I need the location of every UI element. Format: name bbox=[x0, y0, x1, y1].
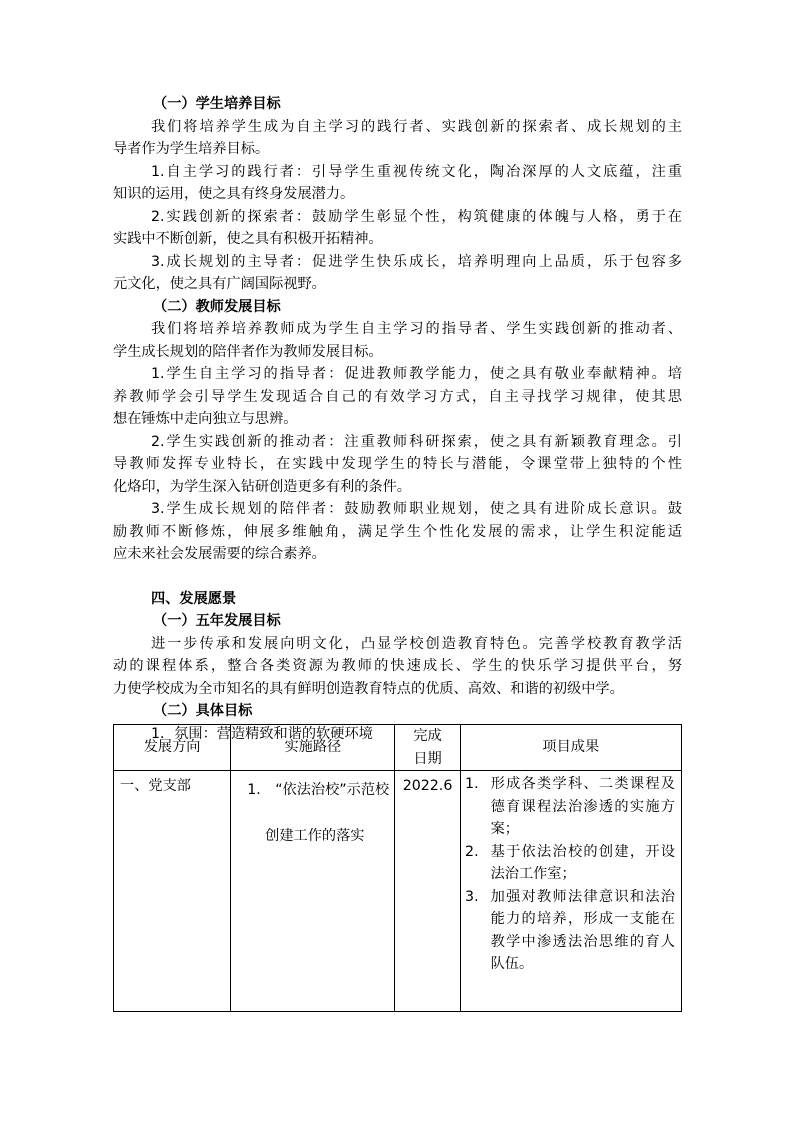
table-row bbox=[114, 771, 682, 1012]
header-date bbox=[395, 725, 460, 771]
teacher-item-3-line: 应未来社会发展需要的综合素养。 bbox=[113, 546, 326, 562]
path-text-line: 创建工作的落实 bbox=[265, 827, 365, 844]
teacher-intro-line: 我们将培养培养教师成为学生自主学习的指导者、学生实践创新的推动者、 bbox=[151, 321, 682, 337]
list-item bbox=[461, 886, 675, 976]
cell-direction: 一、党支部 bbox=[114, 771, 231, 1012]
result-text: 基于依法治校的创建，开设法治工作室； bbox=[490, 843, 675, 882]
vision-heading: 四、发展愿景 bbox=[151, 590, 237, 607]
list-item bbox=[461, 773, 675, 841]
header-result: 项目成果 bbox=[460, 725, 681, 771]
path-text-line: “依法治校”示范校 bbox=[275, 782, 390, 798]
student-item-3-line: 元文化，使之具有广阔国际视野。 bbox=[113, 276, 326, 292]
five-year-goals-line: 动的课程体系，整合各类资源为教师的快速成长、学生的快乐学习提供平台，努 bbox=[113, 658, 682, 674]
cell-path bbox=[231, 771, 395, 1012]
student-goals-heading: （一）学生培养目标 bbox=[153, 96, 281, 112]
student-item-2-line: 2.实践创新的探索者：鼓励学生彰显个性，构筑健康的体魄与人格，勇于在 bbox=[151, 208, 682, 225]
document-body bbox=[113, 93, 682, 745]
teacher-item-1-line: 1.学生自主学习的指导者：促进教师教学能力，使之具有敬业奉献精神。培 bbox=[151, 366, 682, 382]
cell-results bbox=[460, 771, 681, 1012]
header-date-line: 完成 bbox=[413, 728, 442, 744]
result-number: 3. bbox=[465, 888, 479, 905]
teacher-item-3-line: 3.学生成长规划的陪伴者：鼓励教师职业规划，使之具有进阶成长意识。鼓 bbox=[151, 501, 682, 517]
student-item-1-line: 知识的运用，使之具有终身发展潜力。 bbox=[113, 186, 355, 202]
cell-date: 2022.6 bbox=[395, 771, 460, 1012]
student-item-1-line: 1.自主学习的践行者：引导学生重视传统文化，陶冶深厚的人文底蕴，注重 bbox=[151, 163, 682, 180]
result-number: 1. bbox=[465, 776, 479, 792]
five-year-goals-line: 力使学校成为全市知名的具有鲜明创造教育特点的优质、高效、和谐的初级中学。 bbox=[113, 680, 624, 697]
specific-goals-heading: （二）具体目标 bbox=[153, 703, 253, 719]
path-number: 1. bbox=[247, 782, 261, 798]
goals-table bbox=[113, 724, 682, 1012]
teacher-item-2-line: 化烙印，为学生深入钻研创造更多有利的条件。 bbox=[113, 478, 411, 495]
result-text: 加强对教师法律意识和法治能力的培养，形成一支能在教学中渗透法治思维的育人队伍。 bbox=[490, 888, 675, 972]
teacher-goals-heading: （二）教师发展目标 bbox=[153, 298, 281, 315]
result-text: 形成各类学科、二类课程及德育课程法治渗透的实施方案； bbox=[490, 776, 675, 837]
teacher-item-2-line: 2.学生实践创新的推动者：注重教师科研探索，使之具有新颖教育理念。引 bbox=[151, 433, 682, 450]
list-item bbox=[461, 841, 675, 886]
results-list bbox=[461, 771, 681, 976]
section-gap bbox=[113, 566, 682, 588]
header-date-line: 日期 bbox=[413, 750, 442, 767]
header-path: 实施路径 bbox=[231, 725, 395, 771]
atmosphere-subheading: 1．氛围：营造精致和谐的软硬环境 bbox=[151, 725, 373, 742]
header-direction: 发展方向 bbox=[114, 725, 231, 771]
student-item-2-line: 实践中不断创新，使之具有积极开拓精神。 bbox=[113, 231, 383, 247]
five-year-goals-line: 进一步传承和发展向明文化，凸显学校创造教育特色。完善学校教育教学活 bbox=[151, 635, 682, 652]
teacher-intro-line: 学生成长规划的陪伴者作为教师发展目标。 bbox=[113, 343, 383, 360]
table-header-row bbox=[114, 725, 682, 771]
teacher-item-1-line: 想在锤炼中走向独立与思辨。 bbox=[113, 411, 298, 427]
five-year-goals-heading: （一）五年发展目标 bbox=[153, 613, 281, 629]
teacher-item-3-line: 励教师不断修炼，伸展多维触角，满足学生个性化发展的需求，让学生积淀能适 bbox=[113, 523, 682, 540]
student-intro-line: 导者作为学生培养目标。 bbox=[113, 141, 270, 157]
student-item-3-line: 3.成长规划的主导者：促进学生快乐成长，培养明理向上品质，乐于包容多 bbox=[151, 253, 682, 270]
teacher-item-2-line: 导教师发挥专业特长，在实践中发现学生的特长与潜能，令课堂带上独特的个性 bbox=[113, 456, 682, 472]
teacher-item-1-line: 养教师学会引导学生发现适合自己的有效学习方式，自主寻找学习规律，使其思 bbox=[113, 388, 682, 405]
result-number: 2. bbox=[465, 843, 479, 860]
student-intro-line: 我们将培养学生成为自主学习的践行者、实践创新的探索者、成长规划的主 bbox=[151, 118, 682, 135]
